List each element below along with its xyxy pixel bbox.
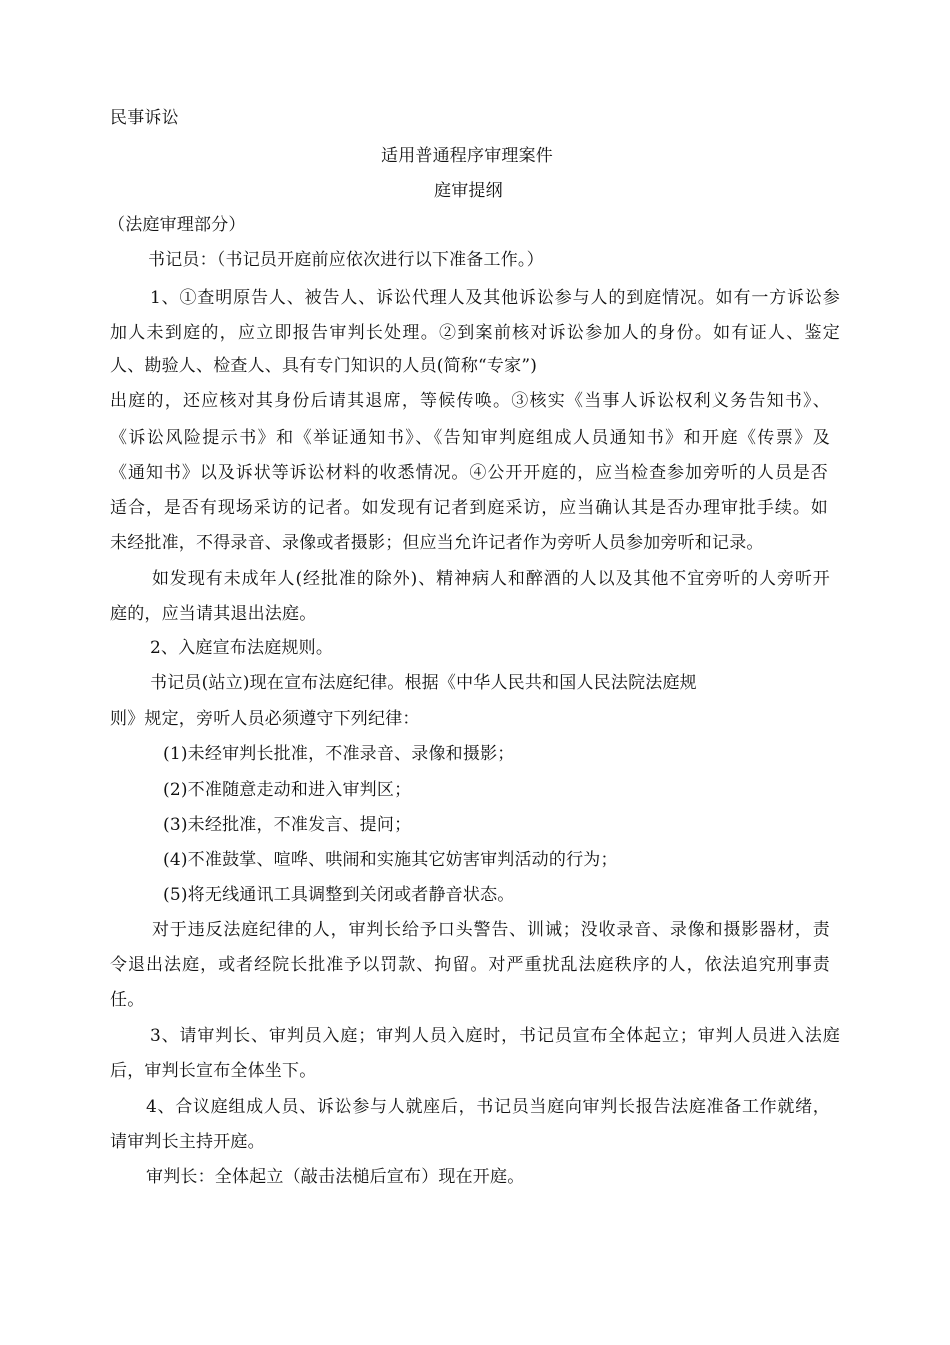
title-line-2: 庭审提纲 xyxy=(434,181,503,201)
paragraph-1-line: 《诉讼风险提示书》和《举证通知书》、《告知审判庭组成人员通知书》和开庭《传票》及 xyxy=(110,428,830,448)
paragraph-3-line: 后，审判长宣布全体坐下。 xyxy=(110,1061,317,1081)
paragraph-1-line: 加人未到庭的，应立即报告审判长处理。②到案前核对诉讼参加人的身份。如有证人、鉴定 xyxy=(110,323,840,343)
rule-item: (2)不准随意走动和进入审判区； xyxy=(163,780,412,800)
paragraph-3-line: 3、请审判长、审判员入庭；审判人员入庭时，书记员宣布全体起立；审判人员进入法庭 xyxy=(150,1026,840,1046)
paragraph-4-line: 4、合议庭组成人员、诉讼参与人就座后，书记员当庭向审判长报告法庭准备工作就绪， xyxy=(146,1097,830,1117)
paragraph-1-line: 《通知书》以及诉状等诉讼材料的收悉情况。④公开开庭的，应当检查参加旁听的人员是否 xyxy=(110,463,828,483)
paragraph-1-line: 1、①查明原告人、被告人、诉讼代理人及其他诉讼参与人的到庭情况。如有一方诉讼参 xyxy=(150,288,840,308)
paragraph-2b-line: 则》规定，旁听人员必须遵守下列纪律： xyxy=(110,709,420,729)
rule-item: (1)未经审判长批准，不准录音、录像和摄影； xyxy=(163,744,515,764)
paragraph-1b-line: 如发现有未成年人(经批准的除外)、精神病人和醉酒的人以及其他不宜旁听的人旁听开 xyxy=(152,569,830,589)
rule-item: (5)将无线通讯工具调整到关闭或者静音状态。 xyxy=(163,885,515,905)
paragraph-4-line: 请审判长主持开庭。 xyxy=(110,1132,265,1152)
paragraph-1-line: 适合，是否有现场采访的记者。如发现有记者到庭采访，应当确认其是否办理审批手续。如 xyxy=(110,498,828,518)
paragraph-1-line: 出庭的，还应核对其身份后请其退席，等候传唤。③核实《当事人诉讼权利义务告知书》、 xyxy=(110,391,830,411)
category-label: 民事诉讼 xyxy=(110,108,179,128)
paragraph-1-line: 未经批准，不得录音、录像或者摄影；但应当允许记者作为旁听人员参加旁听和记录。 xyxy=(110,533,764,553)
paragraph-2c-line: 对于违反法庭纪律的人，审判长给予口头警告、训诫；没收录音、录像和摄影器材，责 xyxy=(152,920,830,940)
rule-item: (4)不准鼓掌、喧哗、哄闹和实施其它妨害审判活动的行为； xyxy=(163,850,618,870)
paragraph-1-line: 人、勘验人、检查人、具有专门知识的人员(简称“专家”) xyxy=(110,356,538,376)
title-line-1: 适用普通程序审理案件 xyxy=(381,146,553,166)
judge-opening: 审判长：全体起立（敲击法槌后宣布）现在开庭。 xyxy=(146,1167,525,1187)
paragraph-2b-line: 书记员(站立)现在宣布法庭纪律。根据《中华人民共和国人民法院法庭规 xyxy=(150,673,697,693)
section-label: （法庭审理部分） xyxy=(108,215,246,235)
item-2-heading: 2、入庭宣布法庭规则。 xyxy=(150,638,334,658)
clerk-intro: 书记员：（书记员开庭前应依次进行以下准备工作。） xyxy=(148,250,544,270)
paragraph-2c-line: 令退出法庭，或者经院长批准予以罚款、拘留。对严重扰乱法庭秩序的人，依法追究刑事责 xyxy=(110,955,830,975)
rule-item: (3)未经批准，不准发言、提问； xyxy=(163,815,412,835)
paragraph-1b-line: 庭的，应当请其退出法庭。 xyxy=(110,604,317,624)
paragraph-2c-line: 任。 xyxy=(110,990,145,1010)
